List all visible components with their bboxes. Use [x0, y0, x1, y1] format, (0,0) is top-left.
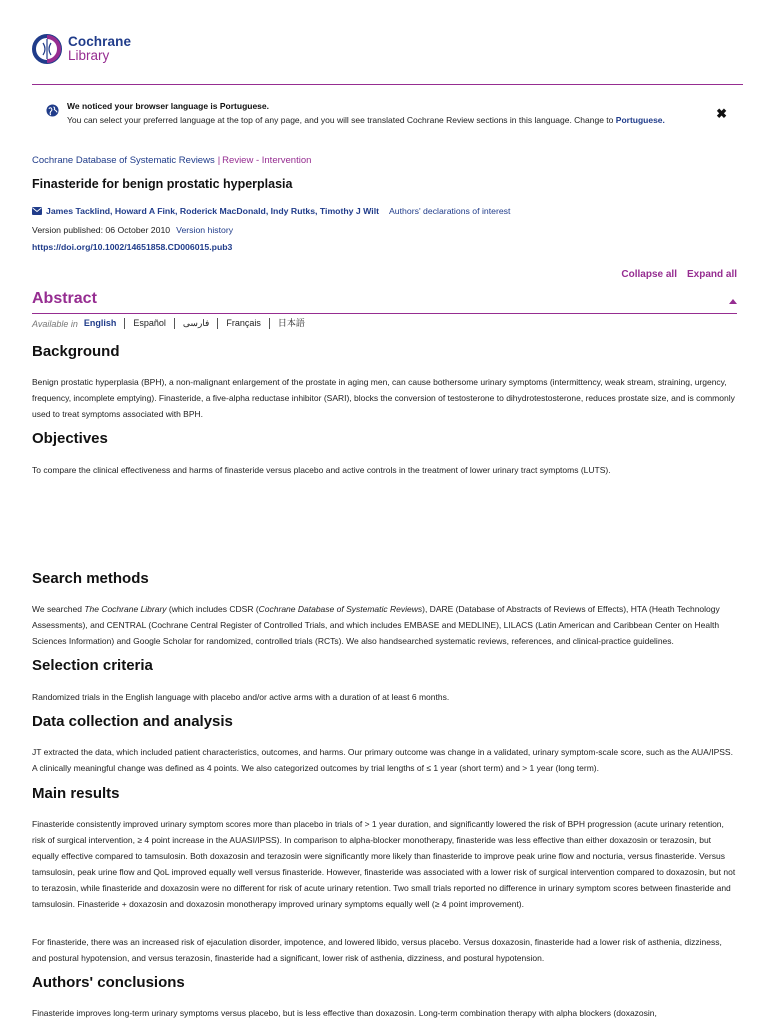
main-results-heading: Main results: [32, 785, 120, 802]
cochrane-library-name: The Cochrane Library: [84, 604, 167, 614]
data-collection-text: JT extracted the data, which included patient characteristics, outcomes, and harms. Our primary outcome was change in a validated, urinary symptom-scale score, such as the AUA/IPSS. A clinically meaningful change was defined as 4 points. We also categorized outcomes by trial lengths of ≤ 1 year (short term) and > 1 year (long term).: [32, 747, 733, 773]
selection-criteria-heading: Selection criteria: [32, 657, 153, 674]
breadcrumb: [32, 155, 311, 166]
data-collection-heading: Data collection and analysis: [32, 713, 233, 730]
language-spanish[interactable]: Español: [124, 318, 174, 329]
language-notice: [32, 96, 743, 136]
notice-body: [67, 115, 665, 125]
authors-row: [32, 206, 510, 216]
language-english[interactable]: English: [83, 318, 117, 328]
language-japanese[interactable]: 日本語: [269, 318, 313, 329]
main-results-text-2: For finasteride, there was an increased risk of ejaculation disorder, impotence, and lowered libido, versus placebo. Versus doxazosin, finasteride had a lower risk of asthenia, dizziness, and postural hypotension, and versus terazosin, finasteride had a significant, lower risk of asthenia, dizziness, and postural hypotension.: [32, 937, 722, 963]
logo-text-cochrane: Cochrane: [68, 34, 132, 49]
background-text: Benign prostatic hyperplasia (BPH), a non-malignant enlargement of the prostate in aging men, can cause bothersome urinary symptoms (intermittency, weak stream, straining, urgency, frequency, incomplete emptying). Finasteride, a five-alpha reductase inhibitor (SARI), blocks the conversion of testosterone to dihydrotestosterone, reduces prostate size, and is commonly used to treat symptoms associated with BPH.: [32, 377, 735, 419]
search-text-1: We searched: [32, 604, 82, 614]
search-text-2: (which includes CDSR (: [168, 604, 259, 614]
doi-link[interactable]: https://doi.org/10.1002/14651858.CD006015.pub3: [32, 242, 233, 252]
language-french[interactable]: Français: [217, 318, 269, 329]
breadcrumb-database-link[interactable]: Cochrane Database of Systematic Reviews: [32, 155, 215, 166]
authors-conclusions-heading: Authors' conclusions: [32, 974, 185, 991]
background-heading: Background: [32, 343, 120, 360]
declarations-of-interest-link[interactable]: Authors' declarations of interest: [389, 206, 511, 216]
breadcrumb-review-type-link[interactable]: Review - Intervention: [222, 155, 312, 166]
globe-icon: [46, 104, 59, 117]
cochrane-logo-icon: [32, 34, 62, 64]
search-text-3: ), DARE (Database of Abstracts of Reviews of Effects), HTA (Heath Technology Assessments), and CENTRAL (Cochrane Central Register of Controlled Trials, and which includes EMBASE and MEDLINE), LILACS (Latin American and Caribbean Center on Health Sciences Information) and Google Scholar for randomized, controlled trials (RCTs). We also handsearched systematic reviews, references, and clinical-practice guidelines.: [32, 604, 720, 646]
language-farsi[interactable]: فارسی: [174, 318, 217, 329]
page-title: Finasteride for benign prostatic hyperplasia: [32, 177, 293, 191]
abstract-language-selector: [32, 318, 313, 329]
objectives-text: To compare the clinical effectiveness and harms of finasteride versus placebo and active controls in the treatment of lower urinary tract symptoms (LUTS).: [32, 465, 611, 475]
main-results-text: Finasteride consistently improved urinary symptom scores more than placebo in trials of > 1 year duration, and significantly lowered the risk of BPH progression (acute urinary retention, risk of surgical intervention, ≥ 4 point increase in the AUASI/IPSS). In comparison to alpha-blocker monotherapy, finasteride was less effective than either doxazosin or terazosin, but equally effective compared to tamsulosin. Both doxazosin and terazosin were significantly more likely than finasteride to improve peak urine flow and nocturia, versus finasteride. Versus tamsulosin, peak urine flow and QoL improved equally well versus finasteride. However, finasteride was associated with a lower risk of surgical intervention compared to doxazosin, but not to terazosin, while finasteride and doxazosin were no different for risk of acute urinary retention. Two small trials reported no difference in urinary symptom scores between finasteride and tamsulosin. Finasteride + doxazosin and doxazosin monotherapy improved urinary symptoms equally well (≥ 4 point improvement).: [32, 819, 736, 909]
logo-text-library: Library: [68, 48, 110, 63]
version-row: [32, 225, 233, 235]
authors-conclusions-text: Finasteride improves long-term urinary symptoms versus placebo, but is less effective than doxazosin. Long-term combination therapy with alpha blockers (doxazosin,: [32, 1008, 657, 1018]
notice-body-text: You can select your preferred language at the top of any page, and you will see translated Cochrane Review sections in this language. Change to: [67, 115, 614, 125]
authors-link[interactable]: James Tacklind, Howard A Fink, Roderick MacDonald, Indy Rutks, Timothy J Wilt: [46, 206, 380, 216]
abstract-title: Abstract: [32, 290, 97, 307]
available-in-label: Available in: [32, 318, 78, 329]
cochrane-logo[interactable]: [32, 34, 131, 64]
notice-title: We noticed your browser language is Portuguese.: [67, 101, 269, 111]
expand-all-button[interactable]: Expand all: [686, 269, 737, 280]
version-history-link[interactable]: Version history: [176, 225, 234, 235]
breadcrumb-separator: |: [217, 155, 221, 166]
version-published: Version published: 06 October 2010: [32, 225, 171, 235]
abstract-header[interactable]: [32, 290, 737, 312]
search-methods-text: [32, 601, 737, 649]
close-icon[interactable]: ✖: [716, 106, 727, 121]
section-toggle-controls: [611, 269, 737, 280]
cdsr-name: Cochrane Database of Systematic Reviews: [258, 604, 423, 614]
chevron-up-icon[interactable]: [729, 299, 737, 304]
envelope-icon[interactable]: [32, 207, 42, 215]
search-methods-heading: Search methods: [32, 570, 149, 587]
selection-criteria-text: Randomized trials in the English language with placebo and/or active arms with a duration of at least 6 months.: [32, 692, 450, 702]
objectives-heading: Objectives: [32, 430, 108, 447]
collapse-all-button[interactable]: Collapse all: [621, 269, 677, 280]
abstract-divider: [32, 313, 737, 314]
change-language-link[interactable]: Portuguese.: [615, 115, 665, 125]
header-divider: [32, 84, 743, 85]
